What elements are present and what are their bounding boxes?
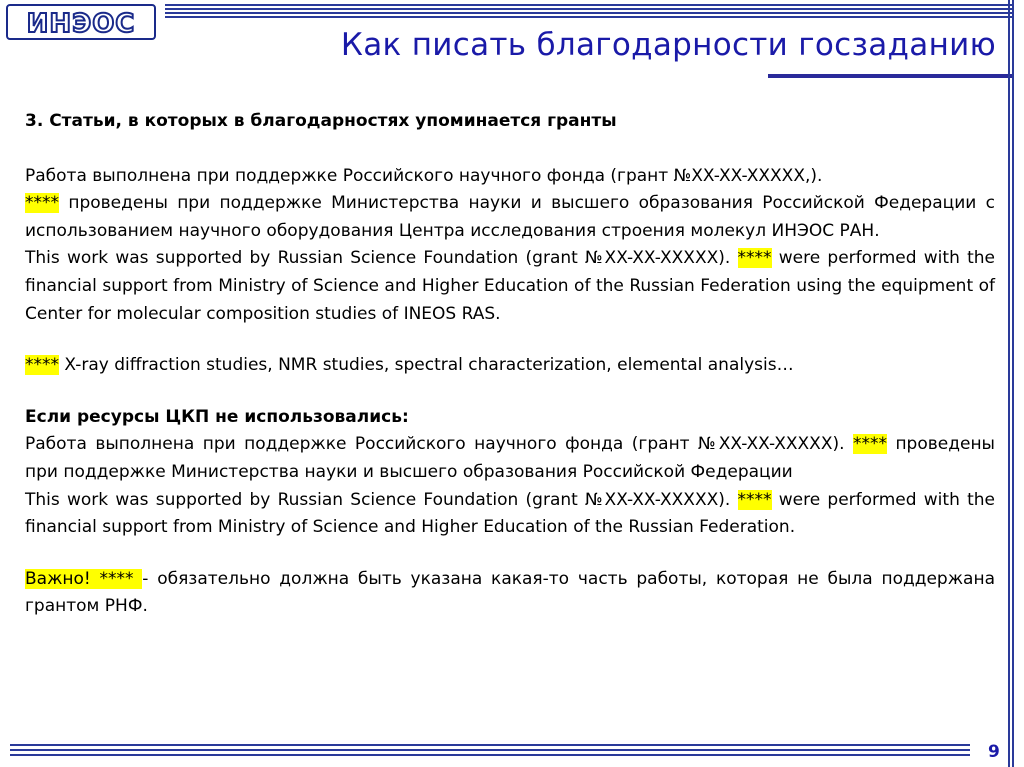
no-ckp-heading: Если ресурсы ЦКП не использовались:	[25, 406, 409, 427]
section3-ru-mark: ****	[25, 193, 59, 214]
section3-en-paragraph	[25, 245, 995, 328]
important-label: Важно! ****	[25, 568, 143, 589]
no-ckp-en-paragraph	[25, 487, 995, 542]
section3-en-part2: were performed with the financial support from Ministry of Science and Higher Education of the Russian Federation using the equipment of Center for molecular composition studies of INEOS RAS.	[25, 248, 995, 324]
no-ckp-en-part2: were performed with the financial support from Ministry of Science and Higher Education of the Russian Federation.	[25, 489, 995, 538]
important-note	[25, 566, 995, 621]
section3-ru-part1: Работа выполнена при поддержке Российского научного фонда (грант №XX-XX-XXXXX,).	[25, 165, 823, 186]
section3-en-mark: ****	[737, 248, 772, 269]
ineos-logo	[6, 4, 156, 40]
header-decor-lines	[165, 4, 1013, 22]
no-ckp-ru-paragraph	[25, 431, 995, 486]
section3-en-part1: This work was supported by Russian Science Foundation (grant №XX-XX-XXXXX).	[25, 248, 731, 269]
page-number: 9	[988, 742, 1000, 762]
methods-note-mark: ****	[25, 355, 59, 376]
no-ckp-ru-mark: ****	[852, 434, 887, 455]
no-ckp-ru-part2: проведены при поддержке Министерства науки и высшего образования Российской Федерации	[25, 434, 995, 482]
no-ckp-en-part1: This work was supported by Russian Science Foundation (grant №XX-XX-XXXXX).	[25, 489, 731, 510]
section3-heading: 3. Статьи, в которых в благодарностях упоминается гранты	[25, 111, 617, 131]
no-ckp-en-mark: ****	[737, 489, 772, 510]
no-ckp-ru-part1: Работа выполнена при поддержке Российского научного фонда (грант №XX-XX-XXXXX).	[25, 434, 845, 455]
methods-note	[25, 352, 995, 380]
slide-content	[25, 108, 995, 621]
section3-ru-paragraph	[25, 163, 995, 246]
section3-ru-part2: проведены при поддержке Министерства науки и высшего образования Российской Федерации с использованием научного оборудования Центра исследования строения молекул ИНЭОС РАН.	[25, 193, 995, 241]
methods-note-text: X-ray diffraction studies, NMR studies, spectral characterization, elemental analysis…	[59, 355, 794, 376]
important-text: - обязательно должна быть указана какая-то часть работы, которая не была поддержана грантом РНФ.	[25, 568, 995, 617]
slide-title: Как писать благодарности госзаданию	[340, 27, 996, 63]
title-underline	[768, 74, 1013, 78]
right-decor-bar	[1008, 0, 1016, 767]
footer-decor-lines	[10, 744, 970, 758]
logo-text: ИНЭОС	[26, 9, 136, 39]
